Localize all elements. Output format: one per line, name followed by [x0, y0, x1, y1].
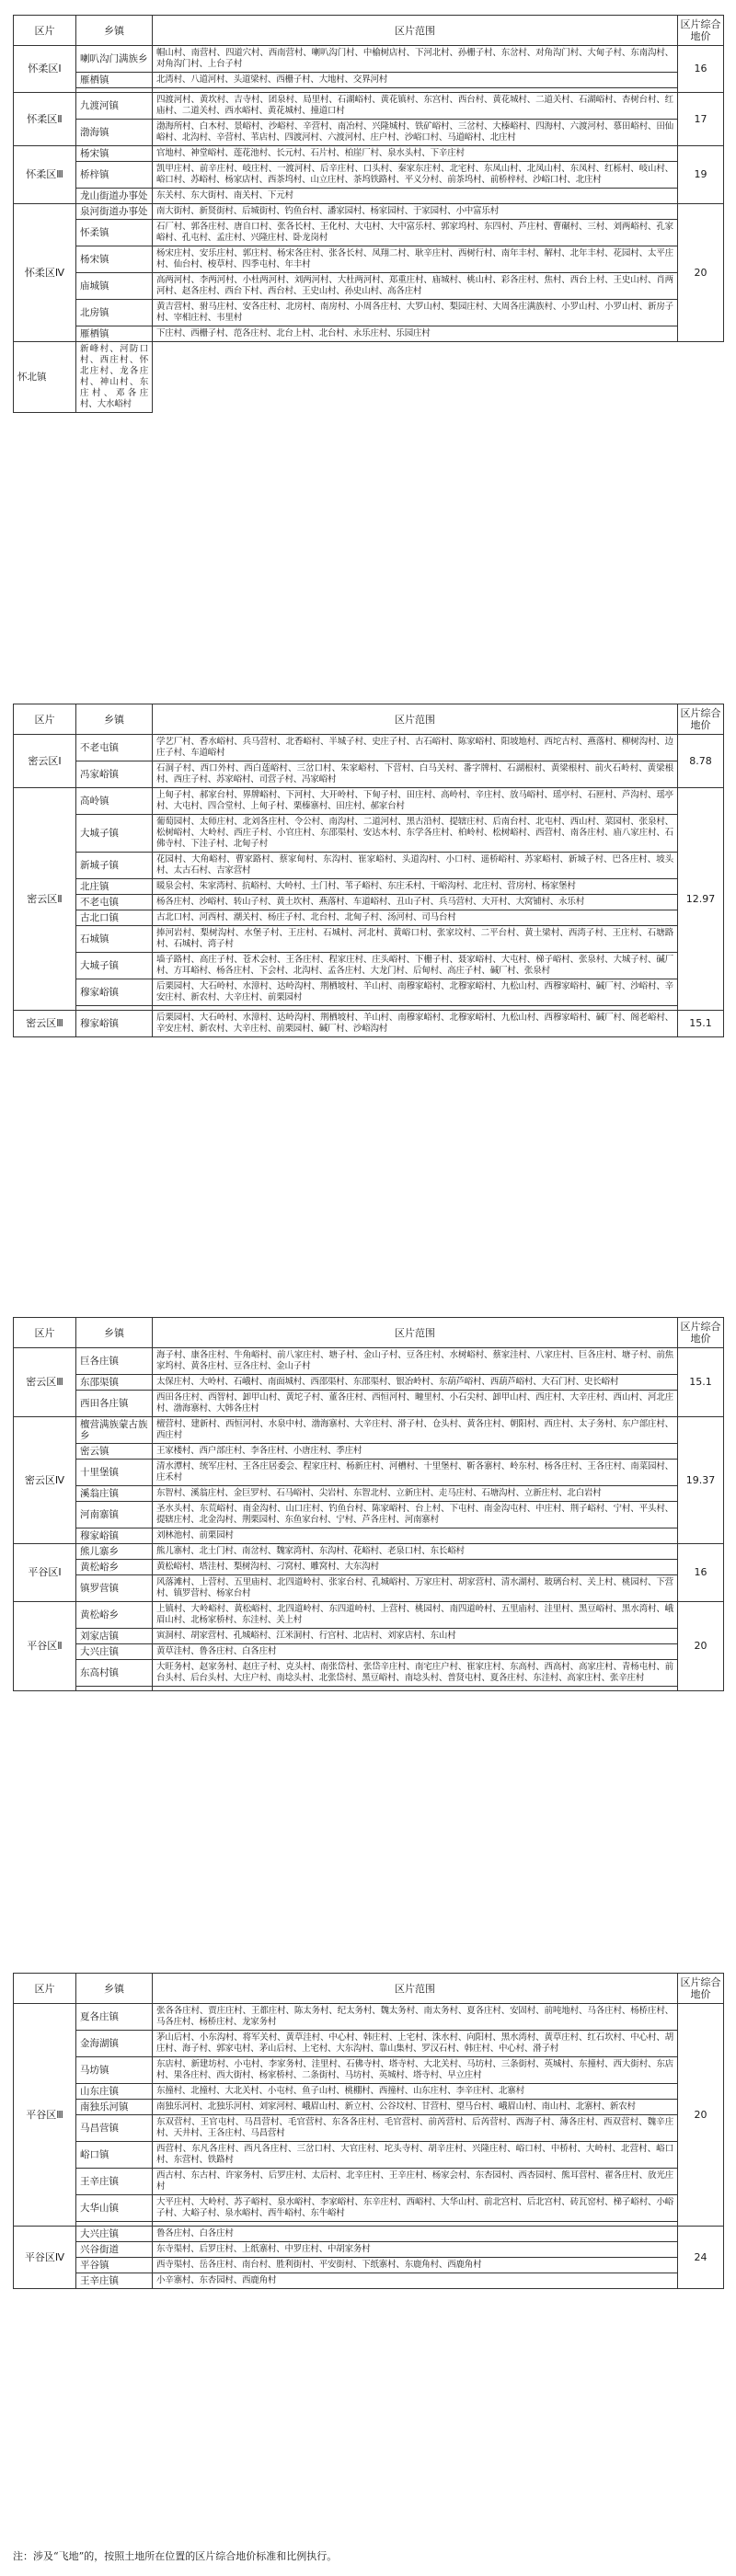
range-cell: 东店村、新建坊村、小屯村、李家务村、洼里村、石佛寺村、塔寺村、大北关村、马坊村、三条街村、英城村、东撞村、西大街村、东店村、果各庄村、西大街村、杨家桥村、二条街村、马坊村、英城村、塔寺村、早立庄村: [153, 2057, 678, 2084]
town-cell: 穆家峪镇: [76, 1011, 153, 1037]
table-row: [14, 2004, 724, 2031]
range-cell: 大旺务村、赵家务村、赵庄子村、克头村、南张岱村、张岱辛庄村、南宅庄户村、崔家庄村、东高村、西高村、高家庄村、青杨屯村、前台头村、后台头村、大庄户村、南埝头村、北张岱村、黑豆峪村、南埝头村、普贤屯村、夏各庄村、东洼村、高家庄村、张辛庄村: [153, 1660, 678, 1687]
header-range: 区片范围: [153, 704, 678, 735]
range-cell: 石洞子村、西口外村、西白莲峪村、三岔口村、朱家峪村、下营村、白马关村、番字牌村、石湖根村、黄梁根村、前火石岭村、黄梁根村、西庄子村、苏家峪村、司营子村、冯家峪村: [153, 761, 678, 788]
town-cell: 西田各庄镇: [76, 1391, 153, 1417]
town-cell: 东邵渠镇: [76, 1375, 153, 1391]
town-cell: 山东庄镇: [76, 2084, 153, 2100]
town-cell: 新城子镇: [76, 853, 153, 879]
header-range: 区片范围: [153, 16, 678, 46]
table-row: [14, 1629, 724, 1644]
price-cell: 8.78: [678, 735, 724, 788]
table-row: [14, 1375, 724, 1391]
range-cell: 清水潭村、统军庄村、王各庄居委会、程家庄村、杨新庄村、河槽村、十里堡村、靳各寨村、岭东村、杨各庄村、王各庄村、南菜园村、庄禾村: [153, 1460, 678, 1486]
range-cell: 黄松峪村、塔洼村、梨树沟村、刁窝村、雕窝村、大东沟村: [153, 1560, 678, 1575]
table-row: [14, 2273, 724, 2289]
footnote: 注：涉及“飞地”的，按照土地所在位置的区片综合地价标准和比例执行。: [13, 2550, 338, 2562]
range-cell: 东关村、东大街村、南关村、下元村: [153, 189, 678, 204]
table-row: [14, 73, 724, 88]
town-cell: 雁栖镇: [76, 326, 153, 342]
table-row: [14, 879, 724, 895]
range-cell: 黄吉营村、驸马庄村、安各庄村、北房村、南房村、小周各庄村、大罗山村、梨园庄村、大周各庄满族村、小罗山村、小罗山村、新房子村、宰相庄村、韦里村: [153, 300, 678, 326]
header-area: 区片: [14, 1318, 76, 1348]
town-cell: 东高村镇: [76, 1660, 153, 1687]
table-row: [14, 2057, 724, 2084]
header-price: 区片综合 地价: [678, 704, 724, 735]
range-cell: 杨宋庄村、安乐庄村、郭庄村、杨宋各庄村、张各长村、凤翔二村、耿辛庄村、西树行村、南年丰村、解村、北年丰村、花园村、太平庄村、仙台村、梭草村、四季屯村、年丰村: [153, 246, 678, 273]
table-row: [14, 1575, 724, 1602]
table-row: [14, 2100, 724, 2115]
range-cell: 茅山后村、小东沟村、将军关村、黄草洼村、中心村、韩庄村、上宅村、洙水村、向阳村、黑水湾村、黄草庄村、红石坎村、中心村、胡庄村、海子村、郭家屯村、茅山后村、上宅村、大东沟村、靠山集村、罗汉石村、韩庄村、中心村、滑子村: [153, 2031, 678, 2057]
table-row: [14, 2227, 724, 2242]
price-cell: 12.97: [678, 788, 724, 1011]
header-row: [14, 1318, 724, 1348]
table-row: [14, 1486, 724, 1502]
town-cell: 王辛庄镇: [76, 2169, 153, 2195]
range-cell: 王家楼村、西户部庄村、李各庄村、小唐庄村、季庄村: [153, 1444, 678, 1460]
town-cell: 大华山镇: [76, 2195, 153, 2222]
range-cell: 后栗园村、大石岭村、水漳村、达岭沟村、荆栖坡村、羊山村、南穆家峪村、北穆家峪村、九松山村、西穆家峪村、碱厂村、沙峪村、辛安庄村、新农村、大辛庄村、前栗园村: [153, 979, 678, 1006]
range-cell: 东撞村、北撞村、大北关村、小屯村、鱼子山村、桃棚村、西撞村、山东庄村、李辛庄村、北寨村: [153, 2084, 678, 2100]
table-row: [14, 761, 724, 788]
town-cell: 庙城镇: [76, 273, 153, 300]
range-cell: 古北口村、河西村、潮关村、杨庄子村、北台村、北甸子村、汤河村、司马台村: [153, 910, 678, 926]
header-town: 乡镇: [76, 704, 153, 735]
range-cell: 石厂村、郭各庄村、唐自口村、张各长村、王化村、大屯村、大中富乐村、郭家坞村、东四村、芦庄村、曹碾村、三村、刘两峪村、孔家峪村、孔屯村、孟庄村、兴隆庄村、卧龙岗村: [153, 220, 678, 246]
range-cell: 圣水头村、东荒峪村、南金沟村、山口庄村、钓鱼台村、陈家峪村、台上村、下屯村、南金沟屯村、中庄村、荆子峪村、宁村、平头村、提辖庄村、北金沟村、荆栗园村、东鱼家台村、宁村、芦各庄村、河南寨村: [153, 1502, 678, 1528]
range-cell: 黄草洼村、鲁各庄村、白各庄村: [153, 1644, 678, 1660]
town-cell: 镇罗营镇: [76, 1575, 153, 1602]
table-row: [14, 1502, 724, 1528]
town-cell: 十里堡镇: [76, 1460, 153, 1486]
range-cell: 海子村、康各庄村、牛角峪村、前八家庄村、塘子村、金山子村、豆各庄村、水树峪村、蔡家洼村、八家庄村、巨各庄村、塘子村、前焦家坞村、黄各庄村、豆各庄村、金山子村: [153, 1348, 678, 1375]
table-row: [14, 1687, 724, 1691]
area-cell: 平谷区Ⅳ: [14, 2227, 76, 2289]
range-cell: 官地村、神堂峪村、莲花池村、长元村、石片村、柏崖厂村、泉水头村、下辛庄村: [153, 146, 678, 162]
range-cell: 熊儿寨村、北土门村、南岔村、魏家湾村、东沟村、花峪村、老泉口村、东长峪村: [153, 1544, 678, 1560]
range-cell: 张各各庄村、贾庄庄村、王都庄村、陈太务村、纪太务村、魏太务村、南太务村、夏各庄村、安固村、前吨地村、马各庄村、杨桥庄村、马各庄村、杨桥庄村、龙家务村: [153, 2004, 678, 2031]
table-row: [14, 300, 724, 326]
range-cell: 高两河村、李两河村、小杜两河村、刘两河村、大杜两河村、郑重庄村、庙城村、桃山村、彩各庄村、焦村、西台上村、王史山村、肖两河村、赵各庄村、西台下村、西台村、王史山村、孙史山村、高各庄村: [153, 273, 678, 300]
area-cell: 密云区Ⅲ: [14, 1011, 76, 1037]
town-cell: [76, 1687, 153, 1691]
table-row: [14, 895, 724, 910]
range-cell: 西寺渠村、岳各庄村、南台村、胜利街村、平安街村、下纸寨村、东鹿角村、西鹿角村: [153, 2258, 678, 2273]
town-cell: 古北口镇: [76, 910, 153, 926]
area-cell: 密云区Ⅳ: [14, 1417, 76, 1544]
range-cell: 鲁各庄村、白各庄村: [153, 2227, 678, 2242]
area-cell: 怀柔区Ⅳ: [14, 204, 76, 342]
range-cell: 大平庄村、大岭村、苏子峪村、泉水峪村、李家峪村、东辛庄村、西峪村、大华山村、前北宫村、后北宫村、砖瓦窑村、梯子峪村、小峪子村、大峪子村、泉水峪村、西牛峪村、东牛峪村: [153, 2195, 678, 2222]
range-cell: 小辛寨村、东杏园村、西鹿角村: [153, 2273, 678, 2289]
area-cell: 密云区Ⅰ: [14, 735, 76, 788]
table-row: [14, 1348, 724, 1375]
town-cell: 不老屯镇: [76, 735, 153, 761]
table-row: [14, 1444, 724, 1460]
table-row: [14, 246, 724, 273]
town-cell: 石城镇: [76, 926, 153, 953]
table-row: [14, 1011, 724, 1037]
header-town: 乡镇: [76, 16, 153, 46]
range-cell: 西营村、东凡各庄村、西凡各庄村、三岔口村、大官庄村、坨头寺村、胡辛庄村、兴隆庄村、峪口村、中桥村、大岭村、北营村、峪口村、东营村、铁路村: [153, 2142, 678, 2169]
town-cell: 杨宋镇: [76, 246, 153, 273]
range-cell: 花园村、大角峪村、曹家路村、蔡家甸村、东沟村、崔家峪村、头道沟村、小口村、遥桥峪村、苏家峪村、新城子村、巴各庄村、坡头村、太古石村、吉家营村: [153, 853, 678, 879]
range-cell: 新峰村、河防口村、西庄村、怀北庄村、龙各庄村、神山村、东庄村、邓各庄村、大水峪村: [76, 342, 153, 413]
table-row: [14, 162, 724, 189]
table-row: [14, 2258, 724, 2273]
town-cell: 兴谷街道: [76, 2242, 153, 2258]
town-cell: 熊儿寨乡: [76, 1544, 153, 1560]
town-cell: 王辛庄镇: [76, 2273, 153, 2289]
town-cell: 马坊镇: [76, 2057, 153, 2084]
table-row: [14, 2084, 724, 2100]
table-row: [14, 46, 724, 73]
price-table-1: [13, 15, 724, 413]
town-cell: 溪翁庄镇: [76, 1486, 153, 1502]
town-cell: 平谷镇: [76, 2258, 153, 2273]
table-section-4: [13, 1973, 723, 2289]
table-row: [14, 926, 724, 953]
table-row: [14, 953, 724, 979]
table-row: [14, 2142, 724, 2169]
table-row: [14, 93, 724, 120]
range-cell: 暖泉会村、朱家湾村、抗峪村、大岭村、土门村、苇子峪村、东庄禾村、干峪沟村、北庄村、营房村、杨家堡村: [153, 879, 678, 895]
town-cell: 穆家峪镇: [76, 1528, 153, 1544]
range-cell: 东双营村、王官屯村、马昌营村、毛官营村、东各各庄村、毛官营村、前芮营村、后芮营村、西海子村、薄各庄村、西双营村、魏辛庄村、天井村、王各庄村、马昌营村: [153, 2115, 678, 2142]
town-cell: 龙山街道办事处: [76, 189, 153, 204]
table-section-2: [13, 704, 723, 1037]
header-area: 区片: [14, 16, 76, 46]
table-row: [14, 979, 724, 1006]
table-row: [14, 853, 724, 879]
header-row: [14, 16, 724, 46]
town-cell: 怀北镇: [14, 342, 76, 413]
header-town: 乡镇: [76, 1974, 153, 2004]
town-cell: 九渡河镇: [76, 93, 153, 120]
price-cell: 24: [678, 2227, 724, 2289]
range-cell: 捧河岩村、梨树沟村、水堡子村、王庄村、石城村、河北村、黄峪口村、张家坟村、二平台村、黄土梁村、西湾子村、王庄村、石塘路村、石城村、湾子村: [153, 926, 678, 953]
price-cell: 19.37: [678, 1417, 724, 1544]
table-row: [14, 220, 724, 246]
header-range: 区片范围: [153, 1974, 678, 2004]
range-cell: 北湾村、八道河村、头道梁村、西栅子村、大地村、交界河村: [153, 73, 678, 88]
table-row: [14, 342, 724, 413]
table-row: [14, 2195, 724, 2222]
table-row: [14, 1544, 724, 1560]
area-cell: 怀柔区Ⅰ: [14, 46, 76, 93]
header-price: 区片综合 地价: [678, 1974, 724, 2004]
table-row: [14, 1560, 724, 1575]
table-row: [14, 1417, 724, 1444]
price-table-2: [13, 704, 724, 1037]
table-row: [14, 1644, 724, 1660]
range-cell: 南独乐河村、北独乐河村、刘家河村、峨眉山村、新立村、公谷坟村、甘营村、望马台村、峨眉山村、南山村、北寨村、新农村: [153, 2100, 678, 2115]
table-row: [14, 1602, 724, 1629]
town-cell: 密云镇: [76, 1444, 153, 1460]
range-cell: 后栗园村、大石岭村、水漳村、达岭沟村、荆栖坡村、羊山村、南穆家峪村、北穆家峪村、九松山村、西穆家峪村、碱厂村、阁老峪村、辛安庄村、新农村、大辛庄村、前栗园村、碱厂村、沙峪沟村: [153, 1011, 678, 1037]
table-row: [14, 1391, 724, 1417]
price-table-4: [13, 1973, 724, 2289]
range-cell: 四渡河村、黄坎村、吉寺村、团泉村、局里村、石湖峪村、黄花镇村、东宫村、西台村、黄花城村、二道关村、石湖峪村、杏树台村、红庙村、二道关村、西水峪村、黄花城村、撞道口村: [153, 93, 678, 120]
town-cell: 檀营满族蒙古族乡: [76, 1417, 153, 1444]
table-row: [14, 146, 724, 162]
town-cell: 穆家峪镇: [76, 979, 153, 1006]
town-cell: 北庄镇: [76, 879, 153, 895]
town-cell: 冯家峪镇: [76, 761, 153, 788]
town-cell: 金海湖镇: [76, 2031, 153, 2057]
town-cell: 高岭镇: [76, 788, 153, 815]
price-cell: 20: [678, 2004, 724, 2227]
range-cell: 西田各庄村、西智村、卸甲山村、黄坨子村、董各庄村、西恒河村、疃里村、小石尖村、卸甲山村、西庄村、大辛庄村、西山村、河北庄村、渤海寨村、大韩各庄村: [153, 1391, 678, 1417]
range-cell: 下庄村、西栅子村、范各庄村、北台上村、北台村、永乐庄村、乐园庄村: [153, 326, 678, 342]
price-cell: 20: [678, 1602, 724, 1691]
table-row: [14, 1460, 724, 1486]
table-row: [14, 788, 724, 815]
range-cell: 墙子路村、高庄子村、苍术会村、王各庄村、程家庄村、庄头峪村、下栅子村、聂家峪村、大屯村、梯子峪村、张泉村、大城子村、碱厂村、方耳峪村、杨各庄村、下会村、北沟村、孟各庄村、大龙门村、后甸村、高庄子村、碱厂村、张泉村: [153, 953, 678, 979]
range-cell: 东智村、溪翁庄村、金巨罗村、石马峪村、尖岩村、东智北村、立新庄村、走马庄村、石塘沟村、立新庄村、北白岩村: [153, 1486, 678, 1502]
range-cell: 凯甲庄村、前辛庄村、岐庄村、一渡河村、后辛庄村、口头村、秦家东庄村、北宅村、东凤山村、北凤山村、东凤村、红栎村、岐山村、峪口村、苏峪村、杨家店村、西茶坞村、山立庄村、茶坞铁路村、平义分村、前茶坞村、前桥梓村、沙峪口村、北庄村: [153, 162, 678, 189]
price-cell: 19: [678, 146, 724, 204]
area-cell: 怀柔区Ⅲ: [14, 146, 76, 204]
town-cell: 渤海镇: [76, 120, 153, 146]
table-row: [14, 2031, 724, 2057]
header-price: 区片综合 地价: [678, 16, 724, 46]
header-row: [14, 1974, 724, 2004]
table-row: [14, 735, 724, 761]
table-row: [14, 1528, 724, 1544]
range-cell: 东寺渠村、后罗庄村、上纸寨村、中罗庄村、中胡家务村: [153, 2242, 678, 2258]
area-cell: 怀柔区Ⅱ: [14, 93, 76, 146]
town-cell: 喇叭沟门满族乡: [76, 46, 153, 73]
table-row: [14, 326, 724, 342]
range-cell: 学艺厂村、香水峪村、兵马营村、北香峪村、半城子村、史庄子村、古石峪村、陈家峪村、阳坡地村、西坨古村、燕落村、柳树沟村、边庄子村、车道峪村: [153, 735, 678, 761]
table-row: [14, 273, 724, 300]
range-cell: 渤海所村、白木村、景峪村、沙峪村、辛营村、南冶村、兴隆城村、铁矿峪村、三岔村、大榛峪村、四海村、六渡河村、慕田峪村、田仙峪村、北沟村、辛营村、苇店村、四渡河村、六渡河村、庄户村、沙峪口村、马道峪村、北庄村: [153, 120, 678, 146]
table-row: [14, 2169, 724, 2195]
price-cell: 20: [678, 204, 724, 342]
header-range: 区片范围: [153, 1318, 678, 1348]
header-town: 乡镇: [76, 1318, 153, 1348]
town-cell: 杨宋镇: [76, 146, 153, 162]
town-cell: 不老屯镇: [76, 895, 153, 910]
range-cell: 杨各庄村、沙峪村、转山子村、黄土坎村、燕落村、车道峪村、丑山子村、兵马营村、大开村、大窝铺村、永乐村: [153, 895, 678, 910]
header-area: 区片: [14, 704, 76, 735]
table-row: [14, 189, 724, 204]
price-cell: 15.1: [678, 1348, 724, 1417]
range-cell: 上甸子村、郝家台村、界牌峪村、下河村、大开岭村、下甸子村、田庄村、高岭村、辛庄村、放马峪村、瑶亭村、石匣村、芦沟村、瑶亭村、大屯村、四合堂村、上甸子村、栗榛寨村、田庄村、郝家台村: [153, 788, 678, 815]
town-cell: 南独乐河镇: [76, 2100, 153, 2115]
table-section-3: [13, 1317, 723, 1691]
town-cell: 巨各庄镇: [76, 1348, 153, 1375]
town-cell: 马昌营镇: [76, 2115, 153, 2142]
town-cell: 雁栖镇: [76, 73, 153, 88]
town-cell: 刘家店镇: [76, 1629, 153, 1644]
area-cell: 平谷区Ⅲ: [14, 2004, 76, 2227]
area-cell: 密云区Ⅲ: [14, 1348, 76, 1417]
town-cell: 大城子镇: [76, 953, 153, 979]
range-cell: 上镇村、大岭峪村、黄松峪村、北四道岭村、东四道岭村、上营村、桃园村、南四道岭村、五里庙村、洼里村、黑豆峪村、黑水湾村、峨眉山村、北杨家桥村、东洼村、关上村: [153, 1602, 678, 1629]
table-row: [14, 1660, 724, 1687]
town-cell: 黄松峪乡: [76, 1602, 153, 1629]
town-cell: 泉河街道办事处: [76, 204, 153, 220]
range-cell: [153, 1687, 678, 1691]
range-cell: 风落滩村、上营村、五里庙村、北四道岭村、张家台村、孔城峪村、万家庄村、胡家营村、清水湖村、玻璃台村、关上村、桃园村、下营村、镇罗营村、杨家台村: [153, 1575, 678, 1602]
range-cell: 刘林池村、前栗园村: [153, 1528, 678, 1544]
range-cell: 南大街村、新贤街村、后城街村、钓鱼台村、潘家园村、杨家园村、于家园村、小中富乐村: [153, 204, 678, 220]
header-row: [14, 704, 724, 735]
table-row: [14, 815, 724, 853]
price-cell: 15.1: [678, 1011, 724, 1037]
range-cell: 帽山村、南营村、四道穴村、西南营村、喇叭沟门村、中榆树店村、下河北村、孙栅子村、东岔村、对角沟门村、大甸子村、东南沟村、对角沟门村、上台子村: [153, 46, 678, 73]
header-area: 区片: [14, 1974, 76, 2004]
range-cell: 葡萄园村、太师庄村、北刘各庄村、令公村、南沟村、二道河村、黑古沿村、提辖庄村、后南台村、北屯村、西山村、菜园村、张泉村、松树峪村、大岭村、西庄子村、小官庄村、东邵渠村、安达木村、东学各庄村、柏岭村、松树峪村、西营村、南各庄村、庙八家庄村、石佛寺村、下洼子村、北甸子村: [153, 815, 678, 853]
range-cell: 寅洞村、胡家营村、孔城峪村、江米洞村、行宫村、北店村、刘家店村、东山村: [153, 1629, 678, 1644]
town-cell: 大兴庄镇: [76, 2227, 153, 2242]
header-price: 区片综合 地价: [678, 1318, 724, 1348]
area-cell: 平谷区Ⅱ: [14, 1602, 76, 1691]
range-cell: 西古村、东古村、许家务村、后罗庄村、太后村、北辛庄村、王辛庄村、杨家会村、东杏园村、西杏园村、熊耳营村、翟各庄村、放光庄村: [153, 2169, 678, 2195]
town-cell: 大城子镇: [76, 815, 153, 853]
price-cell: 17: [678, 93, 724, 146]
town-cell: 北房镇: [76, 300, 153, 326]
area-cell: 平谷区Ⅰ: [14, 1544, 76, 1602]
price-table-3: [13, 1317, 724, 1691]
table-row: [14, 2242, 724, 2258]
town-cell: 夏各庄镇: [76, 2004, 153, 2031]
area-cell: 密云区Ⅱ: [14, 788, 76, 1011]
table-row: [14, 204, 724, 220]
table-row: [14, 2115, 724, 2142]
range-cell: 太保庄村、大岭村、石峨村、南面城村、西邵渠村、东邵渠村、银冶岭村、东葫芦峪村、西葫芦峪村、大石门村、史长峪村: [153, 1375, 678, 1391]
price-cell: 16: [678, 1544, 724, 1602]
town-cell: 黄松峪乡: [76, 1560, 153, 1575]
table-row: [14, 910, 724, 926]
town-cell: 怀柔镇: [76, 220, 153, 246]
table-section-1: [13, 15, 723, 413]
town-cell: 大兴庄镇: [76, 1644, 153, 1660]
town-cell: 峪口镇: [76, 2142, 153, 2169]
town-cell: 河南寨镇: [76, 1502, 153, 1528]
town-cell: 桥梓镇: [76, 162, 153, 189]
range-cell: 檀营村、建新村、西恒河村、水泉中村、渤海寨村、大辛庄村、滑子村、仓头村、黄各庄村、朝阳村、西庄村、太子务村、东户部庄村、西庄村: [153, 1417, 678, 1444]
table-row: [14, 120, 724, 146]
price-cell: 16: [678, 46, 724, 93]
